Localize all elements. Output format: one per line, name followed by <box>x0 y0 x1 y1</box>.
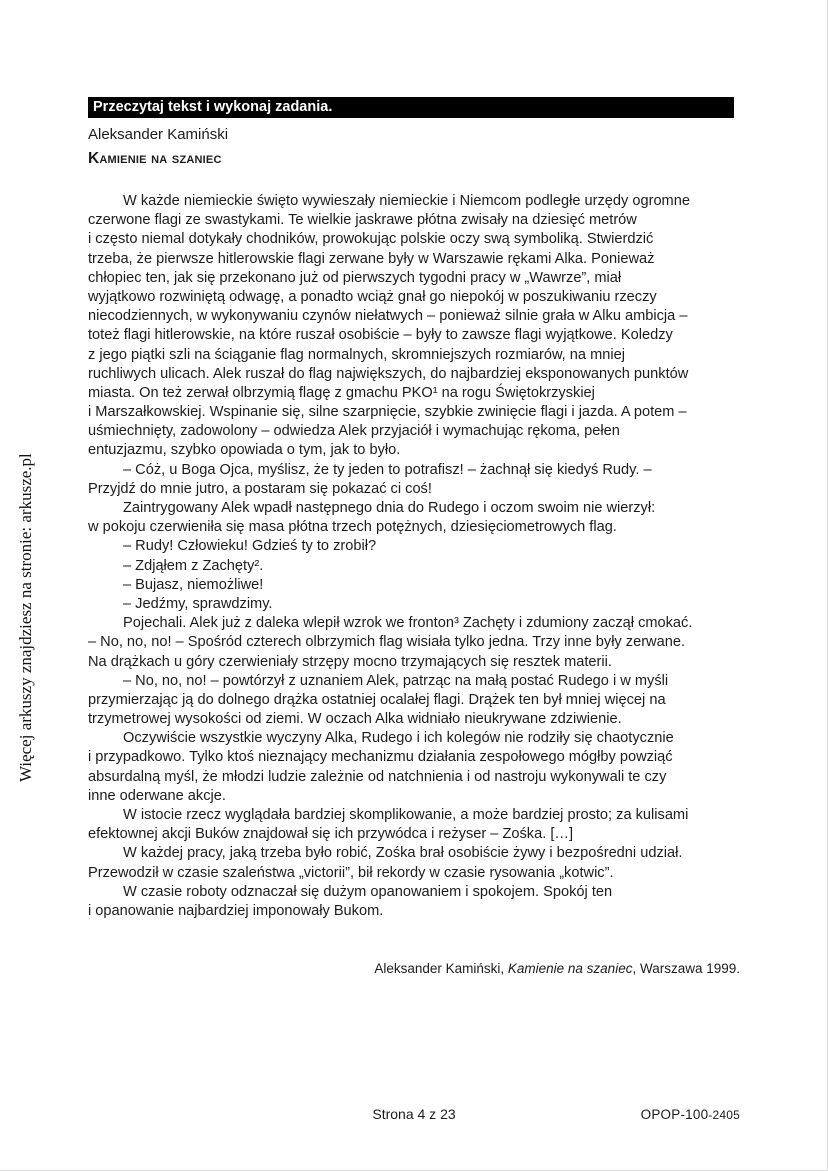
text-line: ruchliwych ulicach. Alek ruszał do flag największych, do najbardziej eksponowanych punktów <box>88 365 689 382</box>
text-line: – No, no, no! – powtórzył z uznaniem Alek, patrząc na małą postać Rudego i w myśli <box>123 672 669 689</box>
text-line: i opanowanie najbardziej imponowały Bukom. <box>88 902 384 919</box>
text-line: chłopiec ten, jak się przekonano już od pierwszych tygodni pracy w „Wawrze”, miał <box>88 269 622 286</box>
text-line: Przewodził w czasie szaleństwa „victorii”, bił rekordy w czasie rysowania „kotwic”. <box>88 864 614 881</box>
text-line: i przypadkowo. Tylko ktoś nieznający mechanizmu działania zespołowego mógłby powziąć <box>88 749 673 766</box>
text-line: W istocie rzecz wyglądała bardziej skomplikowanie, a może bardziej prosto; za kulisami <box>123 807 689 823</box>
article-body <box>88 192 743 921</box>
text-line: toteż flagi hitlerowskie, na które ruszał osobiście – były to zawsze flagi wyjątkowe. Koledzy <box>88 327 673 344</box>
text-line: absurdalną myśl, że młodzi ludzie zależnie od natchnienia i od nastroju wykonywali te czy <box>88 768 667 785</box>
text-line: – Cóż, u Boga Ojca, myślisz, że ty jeden to potrafisz! – żachnął się kiedyś Rudy. – <box>123 461 652 478</box>
author-name: Aleksander Kamiński <box>88 126 229 143</box>
instruction-banner-text: Przeczytaj tekst i wykonaj zadania. <box>93 99 333 115</box>
side-note-vertical: Więcej arkuszy znajdziesz na stronie: arkusze.pl <box>16 453 35 782</box>
form-code-suffix: -2405 <box>708 1108 740 1122</box>
instruction-banner <box>88 97 734 118</box>
text-line: Zaintrygowany Alek wpadł następnego dnia do Rudego i oczom swoim nie wierzył: <box>123 500 656 516</box>
text-line: W czasie roboty odznaczał się dużym opanowaniem i spokojem. Spokój ten <box>123 883 613 900</box>
source-attribution <box>88 961 740 976</box>
form-code-main: OPOP-100 <box>640 1107 709 1122</box>
text-line: – Bujasz, niemożliwe! <box>123 576 264 593</box>
attribution-prefix: Aleksander Kamiński, <box>374 961 508 976</box>
attribution-book-title: Kamienie na szaniec <box>507 961 633 976</box>
text-line: W każde niemieckie święto wywieszały niemieckie i Niemcom podległe urzędy ogromne <box>123 193 690 209</box>
text-line: efektownej akcji Buków znajdował się ich przywódca i reżyser – Zośka. […] <box>88 826 574 843</box>
text-line: czerwone flagi ze swastykami. Te wielkie jaskrawe płótna zwisały na dziesięć metrów <box>88 212 637 229</box>
text-line: – Jedźmy, sprawdzimy. <box>123 595 273 612</box>
text-line: entuzjazmu, szybko opowiada o tym, jak to było. <box>88 442 401 459</box>
text-line: i Marszałkowskiej. Wspinanie się, silne szarpnięcie, szybkie zwinięcie flagi i jazda. A potem – <box>88 404 687 421</box>
text-line: uśmiechnięty, zadowolony – odwiedza Alek przyjaciół i wymachując rękoma, pełen <box>88 423 620 440</box>
text-line: trzeba, że pierwsze hitlerowskie flagi zerwane były w Warszawie rękami Alka. Ponieważ <box>88 250 655 267</box>
article-title: Kamienie na szaniec <box>88 150 222 167</box>
text-line: – Rudy! Człowieku! Gdzieś ty to zrobił? <box>123 538 377 555</box>
text-line: w pokoju czerwieniła się masa płótna trzech potężnych, dziesięciometrowych flag. <box>88 519 617 536</box>
text-line: – Zdjąłem z Zachęty². <box>123 557 264 574</box>
text-line: inne oderwane akcje. <box>88 787 226 804</box>
text-line: Na drążkach u góry czerwieniały strzępy mocno trzymających się resztek materii. <box>88 653 612 670</box>
text-line: i często niemal dotykały chodników, prowokując polskie oczy swą symboliką. Stwierdzić <box>88 231 654 248</box>
text-line: miasta. On też zerwał olbrzymią flagę z gmachu PKO¹ na rogu Świętokrzyskiej <box>88 384 595 401</box>
text-line: Przyjdź do mnie jutro, a postaram się pokazać ci coś! <box>88 480 432 497</box>
text-line: W każdej pracy, jaką trzeba było robić, Zośka brał osobiście żywy i bezpośredni udział. <box>123 845 683 862</box>
attribution-suffix: , Warszawa 1999. <box>632 961 740 976</box>
text-line: wyjątkowo rozwiniętą odwagę, a ponadto wciąż gnał go niepokój w poszukiwaniu rzeczy <box>88 288 657 305</box>
page-number-indicator: Strona 4 z 23 <box>372 1106 456 1122</box>
text-line: – No, no, no! – Spośród czterech olbrzymich flag wisiała tylko jedna. Trzy inne były zerwane. <box>88 634 686 651</box>
text-line: niecodziennych, w wykonywaniu czynów niełatwych – ponieważ silnie grała w Alku ambicja – <box>88 308 688 325</box>
text-line: trzymetrowej wysokości od ziemi. W oczach Alka widniało nieukrywane zdziwienie. <box>88 711 622 728</box>
text-line: z jego piątki szli na ściąganie flag normalnych, skromniejszych rozmiarów, na mniej <box>88 346 625 363</box>
text-line: przymierzając ją do dolnego drążka ostatniej ocalałej flagi. Drążek ten był mniej więcej na <box>88 691 666 708</box>
text-line: Pojechali. Alek już z daleka wlepił wzrok we fronton³ Zachęty i zdumiony zaczął cmokać. <box>123 615 693 632</box>
form-code <box>641 1107 740 1122</box>
text-line: Oczywiście wszystkie wyczyny Alka, Rudego i ich kolegów nie rodziły się chaotycznie <box>123 730 674 747</box>
